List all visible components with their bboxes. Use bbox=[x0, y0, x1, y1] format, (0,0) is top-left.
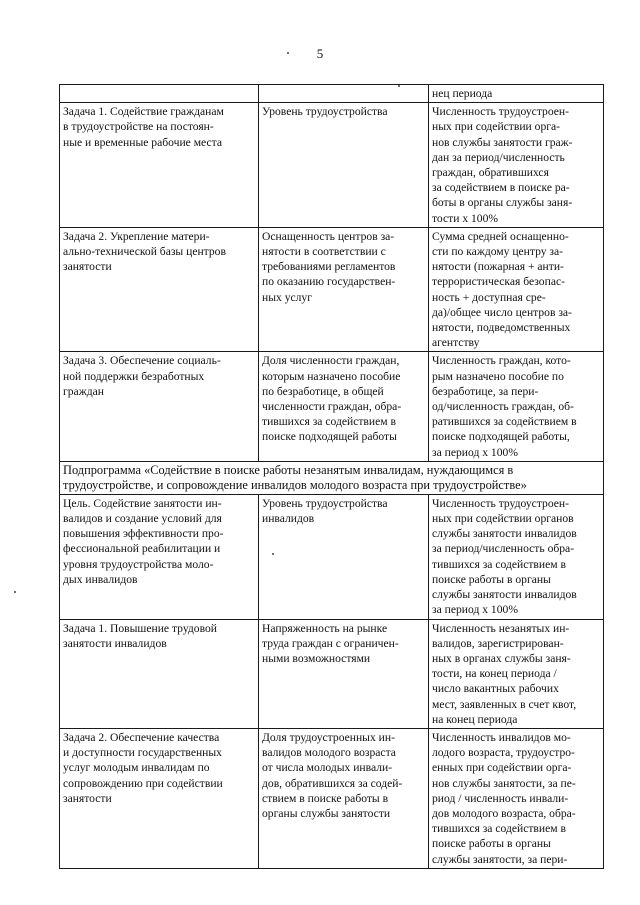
cell-text-line: за период х 100% bbox=[432, 445, 518, 459]
cell-text-line: Численность граждан, кото- bbox=[432, 354, 571, 368]
cell-text-line: тости, на конец периода / bbox=[432, 667, 557, 681]
cell-text-line: службы занятости, за пери- bbox=[432, 852, 568, 866]
cell-text-line: дан за период/численность bbox=[432, 150, 565, 164]
cell-text-line: Численность трудоустроен- bbox=[432, 105, 569, 119]
cell-text-line: нов службы занятости граж- bbox=[432, 135, 573, 149]
cell-text-line: занятости bbox=[63, 791, 112, 805]
formula-cell bbox=[429, 619, 604, 728]
goal-cell bbox=[60, 619, 259, 728]
indicators-table bbox=[59, 84, 604, 869]
cell-text-line: ствием в поиске работы в bbox=[262, 791, 389, 805]
cell-text-line: на конец периода bbox=[432, 712, 518, 726]
cell-text-line: ность + доступная сре- bbox=[432, 290, 546, 304]
cell-text-line: в трудоустройстве на постоян- bbox=[63, 120, 214, 134]
cell-text-line: сти по каждому центру за- bbox=[432, 245, 564, 259]
cell-text-line: которым назначено пособие bbox=[262, 369, 401, 383]
cell-text-line: Уровень трудоустройства bbox=[262, 105, 388, 119]
cell-text-line: фессиональной реабилитации и bbox=[63, 542, 221, 556]
cell-text-line: дов, обратившихся за содей- bbox=[262, 776, 403, 790]
indicator-cell bbox=[259, 728, 429, 868]
cell-text-line: Численность незанятых ин- bbox=[432, 621, 570, 635]
cell-text-line: нятости (пожарная + анти- bbox=[432, 260, 564, 274]
cell-text-line: ными возможностями bbox=[262, 651, 371, 665]
table-row bbox=[60, 103, 604, 228]
cell-text-line: инвалидов bbox=[262, 512, 315, 526]
formula-cell bbox=[429, 728, 604, 868]
indicator-cell bbox=[259, 619, 429, 728]
cell-text-line: поиске подходящей работы, bbox=[432, 430, 570, 444]
cell-text-line: да)/общее число центров за- bbox=[432, 305, 572, 319]
cell-text-line: и доступности государственных bbox=[63, 746, 222, 760]
cell-text-line: за период х 100% bbox=[432, 603, 518, 617]
cell-text-line: нов службы занятости, за пе- bbox=[432, 776, 576, 790]
cell-text-line: Уровень трудоустройства bbox=[262, 496, 388, 510]
cell-text-line: ных при содействии органов bbox=[432, 512, 574, 526]
formula-cell bbox=[429, 494, 604, 619]
cell-text-line: занятости инвалидов bbox=[63, 636, 167, 650]
cell-text-line: по оказанию государствен- bbox=[262, 275, 396, 289]
goal-cell bbox=[60, 85, 259, 103]
cell-text-line: труда граждан с ограничен- bbox=[262, 636, 399, 650]
cell-text-line: террористическая безопас- bbox=[432, 275, 565, 289]
scan-speck bbox=[14, 591, 16, 593]
table-row bbox=[60, 494, 604, 619]
cell-text-line: Численность трудоустроен- bbox=[432, 496, 569, 510]
subprogram-title-line: Подпрограмма «Содействие в поиске работы незанятым инвалидам, нуждающимся в bbox=[63, 462, 514, 477]
cell-text-line: агентству bbox=[432, 336, 480, 350]
cell-text-line: поиске работы в органы bbox=[432, 572, 551, 586]
cell-text-line: Задача 1. Содействие гражданам bbox=[63, 105, 224, 119]
cell-text-line: тившихся за содействием в bbox=[262, 415, 396, 429]
cell-text-line: енных при содействии орга- bbox=[432, 761, 572, 775]
cell-text-line: боты в органы службы заня- bbox=[432, 196, 573, 210]
cell-text-line: ратившихся за содействием в bbox=[432, 415, 577, 429]
subprogram-title bbox=[60, 461, 604, 494]
cell-text-line: сопровождению при содействии bbox=[63, 776, 223, 790]
cell-text-line: службы занятости инвалидов bbox=[432, 527, 577, 541]
formula-cell bbox=[429, 85, 604, 103]
cell-text-line: валидов и создание условий для bbox=[63, 512, 222, 526]
cell-text-line: лодого возраста, трудоустро- bbox=[432, 746, 575, 760]
indicator-cell bbox=[259, 494, 429, 619]
goal-cell bbox=[60, 103, 259, 228]
cell-text-line: число вакантных рабочих bbox=[432, 682, 559, 696]
indicator-cell bbox=[259, 85, 429, 103]
table-row bbox=[60, 227, 604, 352]
cell-text-line: валидов молодого возраста bbox=[262, 746, 396, 760]
cell-text-line: ной поддержки безработных bbox=[63, 369, 205, 383]
cell-text-line: поиске подходящей работы bbox=[262, 430, 397, 444]
cell-text-line: за период/численность обра- bbox=[432, 542, 575, 556]
cell-text-line: поиске работы в органы bbox=[432, 837, 551, 851]
cell-text-line: повышения эффективности про- bbox=[63, 527, 224, 541]
formula-cell bbox=[429, 103, 604, 228]
cell-text-line: ных при содействии орга- bbox=[432, 120, 561, 134]
cell-text-line: дых инвалидов bbox=[63, 572, 138, 586]
cell-text-line: ных услуг bbox=[262, 290, 312, 304]
page-number: 5 bbox=[316, 46, 324, 61]
cell-text-line: Задача 1. Повышение трудовой bbox=[63, 621, 217, 635]
cell-text-line: нятости, подведомственных bbox=[432, 321, 571, 335]
cell-text-line: Задача 2. Обеспечение качества bbox=[63, 730, 220, 744]
scan-speck bbox=[287, 52, 289, 54]
cell-text-line: тившихся за содействием в bbox=[432, 822, 566, 836]
cell-text-line: безработице, за пери- bbox=[432, 384, 539, 398]
cell-text-line: от числа молодых инвали- bbox=[262, 761, 393, 775]
cell-text-line: численности граждан, обра- bbox=[262, 400, 402, 414]
goal-cell bbox=[60, 728, 259, 868]
cell-text-line: Сумма средней оснащенно- bbox=[432, 229, 569, 243]
cell-text-line: Задача 3. Обеспечение социаль- bbox=[63, 354, 221, 368]
table-row bbox=[60, 619, 604, 728]
cell-text-line: Цель. Содействие занятости ин- bbox=[63, 496, 222, 510]
cell-text-line: нятости в соответствии с bbox=[262, 245, 386, 259]
indicator-cell bbox=[259, 227, 429, 352]
cell-text-line: тившихся за содействием в bbox=[432, 557, 566, 571]
indicator-cell bbox=[259, 352, 429, 461]
cell-text-line: Доля численности граждан, bbox=[262, 354, 400, 368]
goal-cell bbox=[60, 227, 259, 352]
cell-text-line: услуг молодым инвалидам по bbox=[63, 761, 210, 775]
cell-text-line: нец периода bbox=[432, 87, 493, 100]
cell-text-line: дов молодого возраста, обра- bbox=[432, 806, 576, 820]
goal-cell bbox=[60, 352, 259, 461]
cell-text-line: службы занятости инвалидов bbox=[432, 588, 577, 602]
cell-text-line: органы службы занятости bbox=[262, 806, 391, 820]
table-row bbox=[60, 85, 604, 103]
cell-text-line: тости х 100% bbox=[432, 211, 499, 225]
indicator-cell bbox=[259, 103, 429, 228]
subprogram-title-line: трудоустройстве, и сопровождение инвалидов молодого возраста при трудоустройстве» bbox=[63, 477, 527, 492]
cell-text-line: ные и временные рабочие места bbox=[63, 135, 222, 149]
cell-text-line: рым назначено пособие по bbox=[432, 369, 564, 383]
cell-text-line: ных в органах службы заня- bbox=[432, 651, 571, 665]
cell-text-line: риод / численность инвали- bbox=[432, 791, 569, 805]
cell-text-line: Оснащенность центров за- bbox=[262, 229, 395, 243]
cell-text-line: граждан bbox=[63, 384, 104, 398]
cell-text-line: по безработице, в общей bbox=[262, 384, 384, 398]
subprogram-row bbox=[60, 461, 604, 494]
goal-cell bbox=[60, 494, 259, 619]
formula-cell bbox=[429, 352, 604, 461]
cell-text-line: мест, заявленных в счет квот, bbox=[432, 697, 577, 711]
table-row bbox=[60, 728, 604, 868]
formula-cell bbox=[429, 227, 604, 352]
cell-text-line: ально-технической базы центров bbox=[63, 245, 226, 259]
table-row bbox=[60, 352, 604, 461]
cell-text-line: за содействием в поиске ра- bbox=[432, 181, 570, 195]
cell-text-line: граждан, обратившихся bbox=[432, 166, 549, 180]
cell-text-line: од/численность граждан, об- bbox=[432, 400, 574, 414]
cell-text-line: уровня трудоустройства моло- bbox=[63, 557, 214, 571]
cell-text-line: валидов, зарегистрирован- bbox=[432, 636, 564, 650]
cell-text-line: Численность инвалидов мо- bbox=[432, 730, 571, 744]
cell-text-line: Напряженность на рынке bbox=[262, 621, 388, 635]
cell-text-line: требованиями регламентов bbox=[262, 260, 396, 274]
cell-text-line: Задача 2. Укрепление матери- bbox=[63, 229, 210, 243]
cell-text-line: Доля трудоустроенных ин- bbox=[262, 730, 395, 744]
indicators-table-body bbox=[60, 85, 604, 869]
cell-text-line: занятости bbox=[63, 260, 112, 274]
